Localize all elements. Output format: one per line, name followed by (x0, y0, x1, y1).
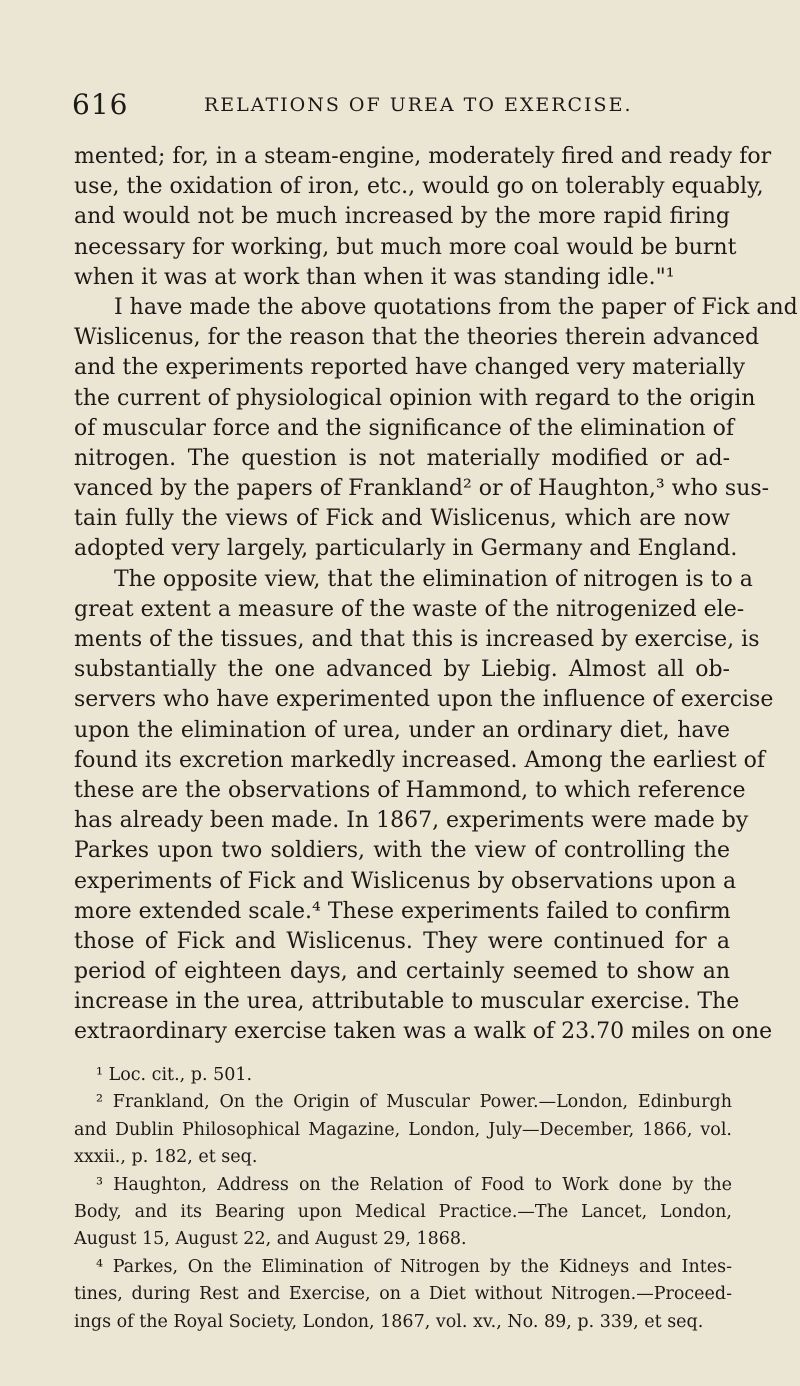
text-line: Parkes upon two soldiers, with the view of controlling the (74, 838, 730, 864)
footnote-line: ⁴ Parkes, On the Elimination of Nitrogen by the Kidneys and Intes- (96, 1256, 732, 1277)
text-line: Wislicenus, for the reason that the theories therein advanced (74, 325, 760, 351)
text-line: adopted very largely, particularly in Germany and England. (74, 536, 738, 562)
footnotes (74, 1062, 732, 1336)
text-line: and the experiments reported have changed very materially (74, 355, 746, 381)
text-line: the current of physiological opinion with regard to the origin (74, 385, 756, 411)
text-line: upon the elimination of urea, under an ordinary diet, have (74, 717, 730, 743)
text-line: these are the observations of Hammond, to which reference (74, 777, 746, 803)
text-line: I have made the above quotations from the paper of Fick and (114, 294, 798, 320)
running-title: RELATIONS OF UREA TO EXERCISE. (204, 94, 633, 116)
footnote-line: ings of the Royal Society, London, 1867, vol. xv., No. 89, p. 339, et seq. (74, 1311, 704, 1332)
text-line: mented; for, in a steam-engine, moderately fired and ready for (74, 144, 772, 169)
text-line: period of eighteen days, and certainly seemed to show an (74, 959, 730, 985)
footnote-line: xxxii., p. 182, et seq. (74, 1147, 258, 1168)
text-line: tain fully the views of Fick and Wislicenus, which are now (74, 506, 730, 532)
page-header (72, 88, 732, 128)
body-text (74, 142, 798, 1048)
text-line: found its excretion markedly increased. Among the earliest of (74, 747, 765, 773)
text-line: has already been made. In 1867, experiments were made by (74, 808, 749, 834)
footnote-line: tines, during Rest and Exercise, on a Diet without Nitrogen.—Proceed- (74, 1284, 732, 1305)
text-line: servers who have experimented upon the influence of exercise (74, 687, 774, 713)
text-line: those of Fick and Wislicenus. They were continued for a (74, 928, 730, 954)
footnote-line: Body, and its Bearing upon Medical Practice.—The Lancet, London, (74, 1201, 732, 1222)
footnote-line: ² Frankland, On the Origin of Muscular Power.—London, Edinburgh (96, 1092, 732, 1113)
text-line: use, the oxidation of iron, etc., would go on tolerably equably, (74, 174, 764, 200)
text-line: great extent a measure of the waste of the nitrogenized ele- (74, 596, 745, 622)
footnote-line: ³ Haughton, Address on the Relation of Food to Work done by the (96, 1174, 732, 1195)
footnote-line: August 15, August 22, and August 29, 1868. (74, 1229, 467, 1250)
text-line: substantially the one advanced by Liebig. Almost all ob- (74, 657, 730, 683)
footnote-line: ¹ Loc. cit., p. 501. (96, 1065, 253, 1085)
text-line: vanced by the papers of Frankland² or of Haughton,³ who sus- (74, 476, 770, 502)
text-line: and would not be much increased by the more rapid firing (74, 204, 730, 230)
text-line: The opposite view, that the elimination of nitrogen is to a (114, 566, 753, 592)
text-line: when it was at work than when it was standing idle."¹ (74, 264, 675, 290)
text-line: nitrogen. The question is not materially modified or ad- (74, 445, 730, 471)
text-line: ments of the tissues, and that this is increased by exercise, is (74, 627, 760, 652)
text-line: necessary for working, but much more coal would be burnt (74, 234, 737, 260)
text-line: extraordinary exercise taken was a walk of 23.70 miles on one (74, 1019, 773, 1045)
text-line: of muscular force and the significance of the elimination of (74, 415, 735, 441)
page-number: 616 (72, 88, 129, 121)
text-line: experiments of Fick and Wislicenus by observations upon a (74, 868, 737, 894)
text-line: increase in the urea, attributable to muscular exercise. The (74, 989, 740, 1015)
footnote-line: and Dublin Philosophical Magazine, London, July—December, 1866, vol. (74, 1119, 732, 1140)
text-line: more extended scale.⁴ These experiments failed to confirm (74, 898, 731, 924)
